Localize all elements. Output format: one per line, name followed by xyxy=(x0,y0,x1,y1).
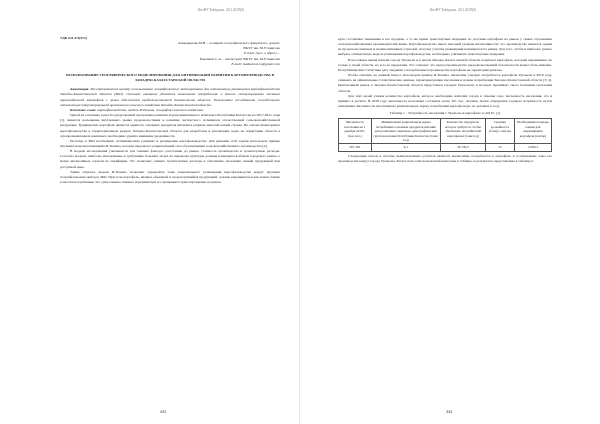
article-title: ИСПОЛЬЗОВАНИЕ ГЕОГРАФИЧЕСКОГО МОДЕЛИРОВАНИЯ ДЛЯ ОПТИМИЗАЦИИ РАЗВИТИЯ КАРТОФЕЛЕВОДСТВА В ЗАПАДНО-КАЗАХСТАНСКОЙ ОБЛАСТИ xyxy=(65,72,275,83)
body-paragraph: В настоящее время жители города Уральска и в целом Западно-Казахстанской области покупают картофель, который выращивают не только в своей области, но и за ее пределами. Это означает, что выход производства продовольственной безопасности может быть изменен. Республиканская статистика дает сведения о потреблении и производстве картофеля на территории региона. xyxy=(338,57,552,72)
table-header-row xyxy=(339,119,552,144)
abstract-text: Рассматривается пример использования географического моделирования для оптимизации размещения картофелеводства Западно-Казахстанской области (ЗКО). Основное внимание уделяется повышению потребления, а также стимулированию местных производителей картофеля с целью обеспечения продовольственной безопасности области. Результаты исследования способствуют оптимизации территориальной организации сельского хозяйства Западно-Казахстанской области. xyxy=(60,87,280,107)
left-page-number: 443 xyxy=(160,409,166,414)
keywords-text: картофелеводство, модель И.Тюнена, география сельского хозяйства. xyxy=(97,107,204,112)
body-paragraph: Поэтому, в ЗКО необходимо оптимизировать развитие и расширение картофелеводства. Для решения этой задачи используем пример изучения модели размещения И.Тюнена, которая предлагает рациональный способ размещения сельскохозяйственного производства [2]. xyxy=(60,138,280,148)
table-cell: 15 xyxy=(486,144,515,151)
keywords-label: Ключевые слова: xyxy=(70,107,97,112)
abstract xyxy=(60,87,280,108)
right-page xyxy=(300,0,600,424)
table-caption: Таблица 1 – Потребность населения г. Уральска в картофеле за 2018 г. [1] xyxy=(389,111,501,116)
author-line: Ахмедьянова М.В. – аспирант географического факультета, доцент, xyxy=(177,41,280,46)
right-page-body xyxy=(338,37,552,164)
right-running-header: КазНУ Хабаршы. 2(1) 2019(б) xyxy=(430,8,477,12)
table-header-cell: Количество продуктов, которое требуется, чтобы обеспечить потребителей картофелем (тонн/год) xyxy=(441,119,486,144)
table-row xyxy=(339,144,552,151)
author-line: E-mail: (тел. и адрес) ... xyxy=(243,51,280,56)
left-running-header: КазНУ Хабаршы. 2(1) 2019(б) xyxy=(198,8,245,12)
body-paragraph: Для этих целей узнаем количество картофеля, которое необходимо жителям города в течение года, численность населения, что и принято в расчёте. В 2018 году численность населения составила около 321 тыс. человек. Далее определяем годовую потребность путем умножения численности населения на рациональную норму потребления картофеля (кг на человека в год). xyxy=(338,93,552,109)
author-line: ВКТУ им. М.Утемисова xyxy=(243,46,280,51)
table-header-cell: Численность населения на 1 декабря 2018 г.(тыс.чел.) xyxy=(339,119,372,144)
body-paragraph: В модели исследования учитывается три главных фактора: расстояние до рынка, стоимость производства и транспортные расходы. Согласно модели, наиболее интенсивные и требующие больших затрат на перевозку культуры должны размещаться вблизи городского рынка, а менее интенсивные отрасли на периферии. Это позволяет снизить транспортные расходы и обеспечить население свежей продукцией при доступной цене. xyxy=(60,149,280,169)
body-paragraph: Одной из основных задач Государственной программы развития агропромышленного комплекса Республики Казахстан на 2017-2021 годы [1], является насыщение внутреннего рынка продовольствием и развитие экспортного потенциала отечественной сельскохозяйственной продукции. Традиционно картофель является одним из основных продуктов питания в рационе жителей нашей страны. На основе мониторинга картофелеводства в территориальном разрезе Западно-Казахстанской области для разработки и реализации задач на территории области в агропромышленном комплексе необходимо уделять внимание урожайности. xyxy=(60,113,280,138)
potato-demand-table xyxy=(338,118,552,151)
table-cell: 2 009,3 xyxy=(514,144,551,151)
left-page-body xyxy=(60,36,280,185)
author-line: E-mail: badasheva.ss@gmail.com xyxy=(231,61,280,66)
table-cell: 30 139,5 xyxy=(441,144,486,151)
right-page-number: 444 xyxy=(446,409,452,414)
table-header-cell: Минимальная рациональная норма потребления основных продуктов питания для различных социально-демографических групп населения Республики Казахстан (тонн/год) xyxy=(371,119,440,144)
body-paragraph: Следующим шагом в системе вышеуказанных расчётов является вычисление потребности в картофеле и установление зоны его производства вокруг города Уральска. Расчет всех этих показателей выполнен в таблице, и результаты представлены в таблице 2. xyxy=(338,153,552,163)
body-paragraph: Таким образом, модель И.Тюнена позволяет определить зоны рационального размещения картофелеводства вокруг крупных потребительских центров ЗКО. При этом картофель, являясь объемной и скоропортящейся продукцией, должен выращиваться как можно ближе к местам потребления, что существенно снижает издержки при его хранении и транспортировке на рынок. xyxy=(60,169,280,185)
body-paragraph: Чтобы ответить на данный вопрос используем пример И.Тюнена, вычислим годовую потребность картофеля Уральска в 2018 году, опираясь на официальные статистические данные, характеризующие население и нормы потребления Западно-Казахстанской области [3; 4]. Центральный рынок в Западно-Казахстанской области представлен городом Уральском, в котором проживает около половины населения области. xyxy=(338,73,552,93)
table-cell: 301 395 xyxy=(339,144,372,151)
table-header-cell: Средняя урожайность (тонн) с гектара xyxy=(486,119,515,144)
body-paragraph: купа составляют изменения в его продаже, а то же время транспортные издержки по доставке картофеля на рынок у самых отдаленных сельскохозяйственных производителей выше. Картофелеводство имеет высокий уровень интенсивности: что производство является одним из продовольственных и взаимосвязанных отраслей, поэтому участки размещения изменяются по рынку. Для того, чтобы в наиболее удачно выбрать оптимальную модель размещения картофелеводства, необходимо учитывать транспортные издержки. xyxy=(338,37,552,57)
table-header-cell: Необходимая площадь пашни для выращивания картофеля (гектар) xyxy=(514,119,551,144)
abstract-label: Аннотация. xyxy=(70,87,90,92)
author-line: Бадашева С.А. – магистрант ВКТУ им. М.Утемисова xyxy=(199,56,280,61)
udk-code: УДК 631.4:9(574) xyxy=(60,36,87,40)
table-cell: 0,1 xyxy=(371,144,440,151)
